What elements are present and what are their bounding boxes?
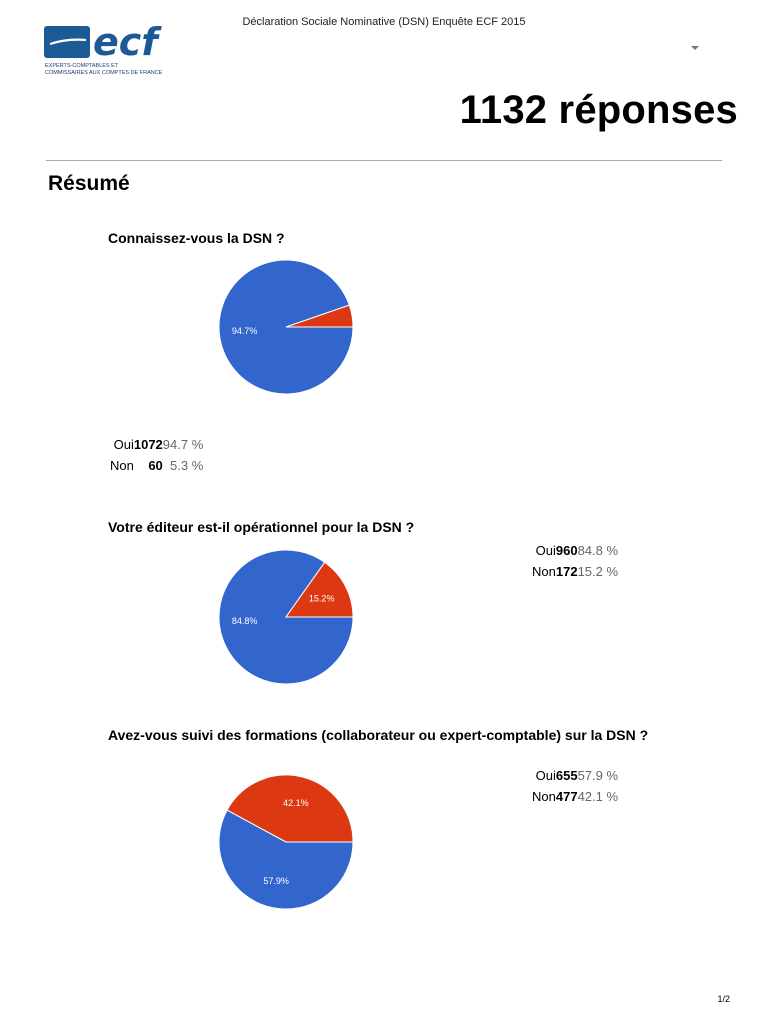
- pie-data-label: 15.2%: [308, 593, 335, 604]
- pie-data-label: 84.8%: [231, 615, 258, 626]
- answer-percent: 57.9 %: [577, 768, 619, 783]
- answer-percent: 84.8 %: [577, 543, 619, 558]
- question-title: Votre éditeur est-il opérationnel pour la DSN ?: [108, 519, 415, 535]
- summary-heading: Résumé: [48, 172, 130, 195]
- logo-subtitle-1: EXPERTS-COMPTABLES ET: [45, 63, 119, 69]
- dropdown-caret-icon[interactable]: [691, 46, 699, 50]
- logo-subtitle-2: COMMISSAIRES AUX COMPTES DE FRANCE: [45, 70, 163, 76]
- answer-percent: 42.1 %: [577, 789, 619, 804]
- responses-count: 1132 réponses: [459, 88, 738, 132]
- answer-label: Oui: [535, 768, 556, 783]
- pie-data-label: 42.1%: [283, 798, 309, 809]
- answer-label: Non: [110, 458, 134, 473]
- results-table: [110, 434, 203, 476]
- table-row: [532, 765, 618, 786]
- table-row: [532, 540, 618, 561]
- ecf-logo: [44, 22, 194, 78]
- page-number: 1/2: [717, 994, 730, 1004]
- pie-data-label: 57.9%: [263, 875, 289, 886]
- document-title: Déclaration Sociale Nominative (DSN) Enquête ECF 2015: [242, 16, 526, 28]
- answer-percent: 15.2 %: [577, 564, 619, 579]
- pie-data-label: 94.7%: [231, 325, 258, 336]
- table-row: [532, 561, 618, 582]
- results-table: [532, 765, 618, 807]
- pie-chart: [216, 775, 358, 911]
- logo-text: ecf: [93, 22, 158, 64]
- question-title: Avez-vous suivi des formations (collaborateur ou expert-comptable) sur la DSN ?: [108, 727, 649, 743]
- answer-percent: 94.7 %: [162, 437, 204, 452]
- header-divider: [46, 160, 722, 161]
- results-table: [532, 540, 618, 582]
- answer-count: 960: [555, 543, 578, 558]
- question-title: Connaissez-vous la DSN ?: [108, 230, 285, 246]
- answer-count: 477: [555, 789, 578, 804]
- answer-count: 60: [148, 458, 163, 473]
- table-row: [110, 455, 203, 476]
- pie-chart: [216, 550, 358, 686]
- table-row: [110, 434, 203, 455]
- answer-count: 172: [555, 564, 578, 579]
- answer-label: Oui: [535, 543, 556, 558]
- pie-chart: [216, 260, 358, 396]
- answer-count: 655: [555, 768, 578, 783]
- answer-label: Oui: [113, 437, 134, 452]
- answer-label: Non: [532, 789, 556, 804]
- answer-count: 1072: [133, 437, 163, 452]
- answer-label: Non: [532, 564, 556, 579]
- table-row: [532, 786, 618, 807]
- answer-percent: 5.3 %: [170, 458, 204, 473]
